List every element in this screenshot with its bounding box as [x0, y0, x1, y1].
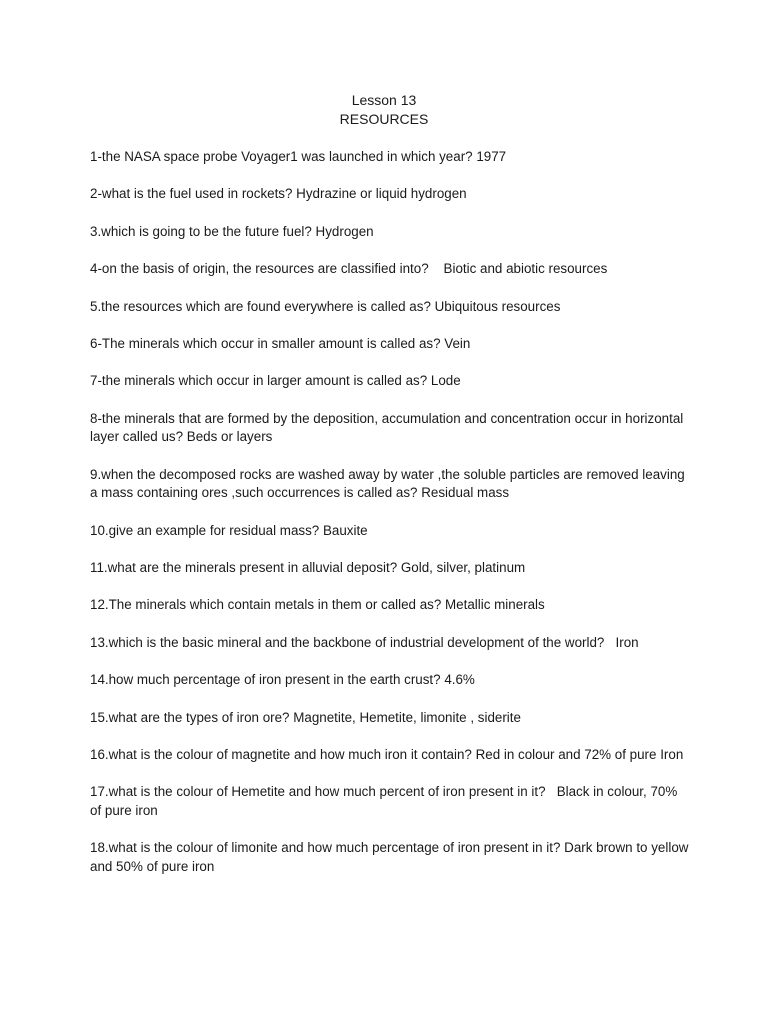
qa-item-15: 15.what are the types of iron ore? Magnetite, Hemetite, limonite , siderite: [90, 709, 521, 725]
document-header: [0, 91, 768, 129]
qa-item-5: 5.the resources which are found everywhere is called as? Ubiquitous resources: [90, 298, 561, 314]
qa-item-16: 16.what is the colour of magnetite and how much iron it contain? Red in colour and 72% of pure Iron: [90, 747, 684, 763]
qa-item-18: 18.what is the colour of limonite and how much percentage of iron present in it? Dark brown to yellow and 50% of pure iron: [90, 840, 693, 875]
question-answer-list: [90, 148, 693, 895]
lesson-number: Lesson 13: [351, 92, 417, 108]
qa-item-10: 10.give an example for residual mass? Bauxite: [90, 522, 368, 538]
qa-item-8: 8-the minerals that are formed by the deposition, accumulation and concentration occur in horizontal layer called us? Beds or layers: [90, 410, 687, 445]
qa-item-2: 2-what is the fuel used in rockets? Hydrazine or liquid hydrogen: [90, 186, 467, 202]
qa-item-13: 13.which is the basic mineral and the backbone of industrial development of the world? Iron: [90, 634, 639, 650]
qa-item-12: 12.The minerals which contain metals in them or called as? Metallic minerals: [90, 597, 545, 613]
qa-item-4: 4-on the basis of origin, the resources are classified into? Biotic and abiotic resources: [90, 261, 608, 277]
qa-item-17: 17.what is the colour of Hemetite and how much percent of iron present in it? Black in colour, 70% of pure iron: [90, 784, 682, 819]
qa-item-9: 9.when the decomposed rocks are washed away by water ,the soluble particles are removed leaving a mass containing ores ,such occurrences is called as? Residual mass: [90, 466, 689, 501]
qa-item-6: 6-The minerals which occur in smaller amount is called as? Vein: [90, 335, 471, 351]
qa-item-3: 3.which is going to be the future fuel? Hydrogen: [90, 223, 374, 239]
qa-item-7: 7-the minerals which occur in larger amount is called as? Lode: [90, 373, 461, 389]
qa-item-1: 1-the NASA space probe Voyager1 was launched in which year? 1977: [90, 149, 507, 164]
document-title: RESOURCES: [339, 111, 429, 127]
qa-item-11: 11.what are the minerals present in alluvial deposit? Gold, silver, platinum: [90, 560, 526, 576]
qa-item-14: 14.how much percentage of iron present in the earth crust? 4.6%: [90, 672, 475, 688]
